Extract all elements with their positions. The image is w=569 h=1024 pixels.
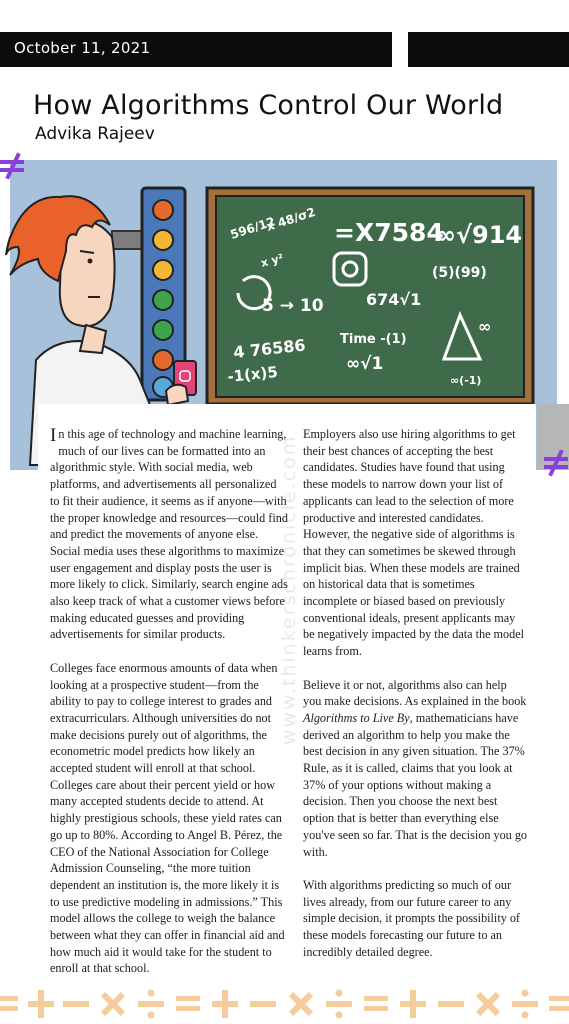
plus-icon <box>28 990 54 1018</box>
times-icon <box>476 992 500 1016</box>
svg-text:(5)(99): (5)(99) <box>432 265 487 281</box>
svg-text:=X7584: =X7584 <box>334 218 444 247</box>
date-bar <box>0 32 392 67</box>
minus-icon <box>63 1001 89 1007</box>
paragraph <box>303 677 528 861</box>
article-column-left <box>50 426 288 994</box>
neq-symbol-icon <box>542 449 569 477</box>
divide-icon <box>512 990 538 1019</box>
paragraph: Colleges face enormous amounts of data when looking at a prospective student—from the ability to pay to college interest to grades and extracurriculars. Although universities do not make decisions purely out of algorithms, the econometric model predicts how likely an accepted student will enroll at that school. Colleges care about their percent yield or how many accepted students decide to attend. At highly prestigious schools, these yield rates can go up to 80%. According to Angel B. Pérez, the CEO of the National Association for College Admission Counseling, “the more tuition dependent an institution is, the more likely it is to use predictive modeling in admissions.” This model allows the college to weigh the balance between what they can offer in financial aid and how much aid it would take for the student to enroll at that school. <box>50 660 285 976</box>
svg-text:∞√1: ∞√1 <box>346 354 384 374</box>
minus-icon <box>438 1001 464 1007</box>
article-author: Advika Rajeev <box>35 124 155 144</box>
article-column-right <box>303 426 528 977</box>
equals-icon <box>364 996 388 1011</box>
paragraph-text: , mathematicians have derived an algorithm to help you make the best decision in any given situation. The 37% Rule, as it is called, claims that you look at 37% of your options without making a decision. Then you choose the next best option that is better than everything else you've seen so far. That is the decision you go with. <box>303 710 528 859</box>
svg-text:Time -(1): Time -(1) <box>340 332 407 347</box>
times-icon <box>289 992 313 1016</box>
math-symbol-pattern <box>0 986 569 1022</box>
svg-text:x 48/σ2: x 48/σ2 <box>264 204 318 234</box>
article-title: How Algorithms Control Our World <box>33 90 504 121</box>
svg-text:x y²: x y² <box>259 251 285 270</box>
divide-icon <box>326 990 352 1019</box>
equals-icon <box>176 996 200 1011</box>
svg-text:-1(x)5: -1(x)5 <box>226 362 279 386</box>
paragraph: Employers also use hiring algorithms to get their best chances of accepting the best candidates. Studies have found that using these models to narrow down your list of applicants can lead to the selection of more productive and interested candidates. However, the negative side of algorithms is that they can sometimes be skewed through implicit bias. When these models are trained on historical data that is sometimes incomplete or biased based on previously conventional ideals, present applicants may be negatively impacted by the data the model learns from. <box>303 427 524 659</box>
svg-text:674√1: 674√1 <box>366 290 422 309</box>
svg-text:4 76586: 4 76586 <box>232 335 307 362</box>
book-title: Algorithms to Live By <box>303 710 410 725</box>
header-bar-right <box>408 32 569 67</box>
times-icon <box>101 992 125 1016</box>
equals-icon <box>549 996 569 1011</box>
svg-text:∞(-1): ∞(-1) <box>450 374 482 387</box>
publish-date: October 11, 2021 <box>14 39 151 57</box>
svg-text:∞√914: ∞√914 <box>436 221 523 249</box>
svg-text:596/12: 596/12 <box>228 214 277 242</box>
drop-cap: I <box>50 425 57 446</box>
svg-text:5 → 10: 5 → 10 <box>262 296 324 316</box>
plus-icon <box>212 990 238 1018</box>
equals-icon <box>0 996 18 1011</box>
plus-icon <box>400 990 426 1018</box>
svg-text:∞: ∞ <box>478 317 492 336</box>
paragraph-text: Believe it or not, algorithms also can help you make decisions. As explained in the book <box>303 677 527 709</box>
paragraph <box>50 426 288 643</box>
neq-symbol-icon <box>0 152 26 180</box>
divide-icon <box>138 990 164 1019</box>
paragraph-text: n this age of technology and machine learning, much of our lives can be formatted into an algorithmic style. With social media, web platforms, and advertisements all personalized to fit their audience, it seems as if anyone—with the proper knowledge and resources—could find and predict the movements of anyone else. Social media uses these algorithms to maximize user engagement and display posts the user is more likely to click. Similarly, search engine ads also keep track of what a customer views before making educated guesses and providing advertisements for similar products. <box>50 427 288 642</box>
minus-icon <box>250 1001 276 1007</box>
paragraph: With algorithms predicting so much of our lives already, from our future career to any simple decision, it prompts the possibility of these models forecasting our future to an incredibly detailed degree. <box>303 877 520 959</box>
watermark: www.thinkerschronicle.com <box>278 434 300 745</box>
